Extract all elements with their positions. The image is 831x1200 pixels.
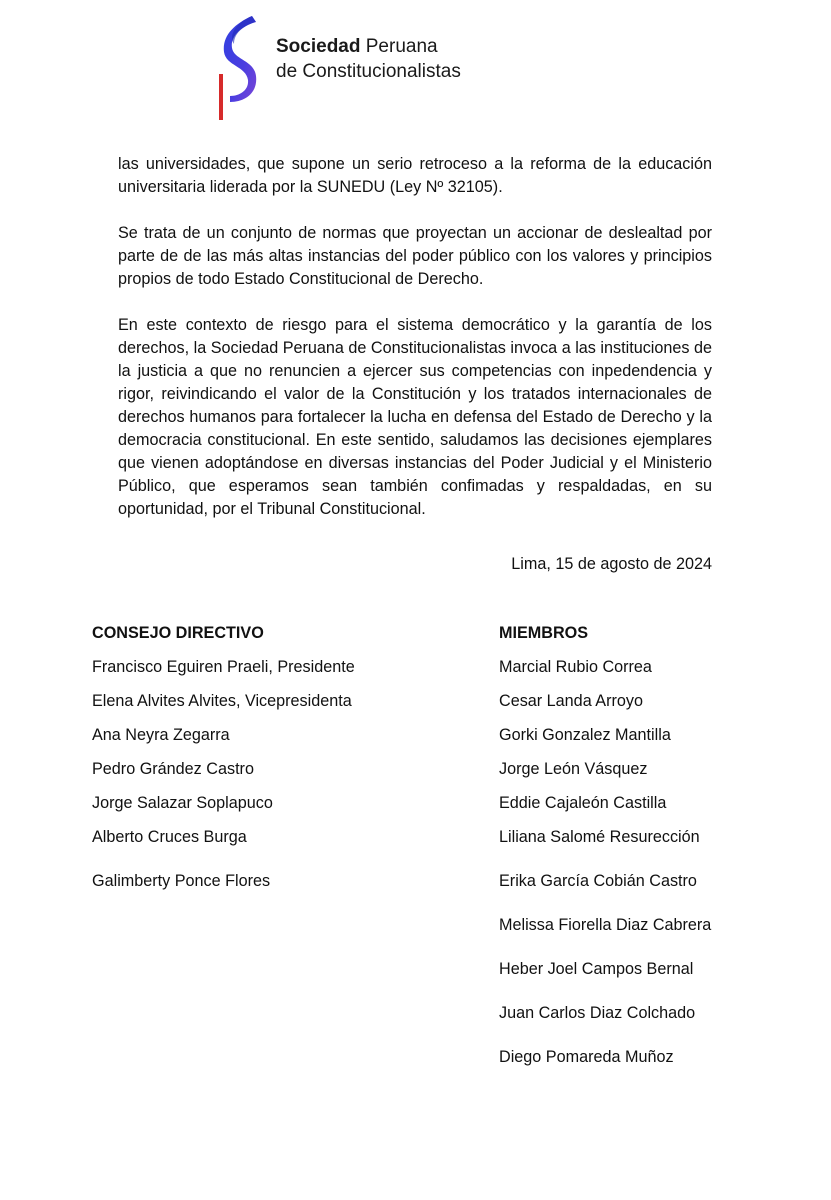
miembros-list [499,656,729,1068]
ribbon-s-logo-icon [212,14,264,120]
letter-date: Lima, 15 de agosto de 2024 [511,555,712,573]
consejo-directivo-list [92,656,432,892]
paragraph: En este contexto de riesgo para el sistema democrático y la garantía de los derechos, la Sociedad Peruana de Constitucionalistas invoca a las instituciones de la justicia a que no renuncien a ejercer sus competencias con inpedendencia y rigor, reivindicando el valor de la Constitución y los tratados internacionales de derechos humanos para fortalecer la lucha en defensa del Estado de Derecho y la democracia constitucional. En este sentido, saludamos las decisiones ejemplares que vienen adoptándose en diversas instancias del Poder Judicial y el Ministerio Público, que esperamos sean también confimadas y respaldadas, en su oportunidad, por el Tribunal Constitucional. [118,316,712,518]
list-item: Diego Pomareda Muñoz [499,1048,674,1066]
list-item: Gorki Gonzalez Mantilla [499,726,671,744]
paragraph: Se trata de un conjunto de normas que proyectan un accionar de deslealtad por parte de de las más altas instancias del poder público con los valores y principios propios de todo Estado Constitucional de Derecho. [118,224,712,288]
list-item: Juan Carlos Diaz Colchado [499,1004,696,1022]
list-item: Eddie Cajaleón Castilla [499,794,667,812]
list-item: Galimberty Ponce Flores [92,872,271,890]
org-name-bold: Sociedad [276,36,361,57]
list-item: Marcial Rubio Correa [499,658,652,676]
org-name-line2: de Constitucionalistas [276,61,461,82]
paragraph: las universidades, que supone un serio retroceso a la reforma de la educación universitaria liderada por la SUNEDU (Ley Nº 32105). [118,155,712,196]
list-item: Jorge Salazar Soplapuco [92,794,273,812]
organization-name [276,34,461,84]
consejo-directivo-section [92,622,432,904]
list-item: Francisco Eguiren Praeli, Presidente [92,658,355,676]
list-item: Elena Alvites Alvites, Vicepresidenta [92,692,352,710]
list-item: Cesar Landa Arroyo [499,692,643,710]
letter-body [118,153,712,544]
list-item: Liliana Salomé Resurección [499,828,700,846]
list-item: Pedro Grández Castro [92,760,254,778]
miembros-section [499,622,729,1080]
miembros-heading: MIEMBROS [499,624,589,642]
list-item: Erika García Cobián Castro [499,872,697,890]
consejo-directivo-heading: CONSEJO DIRECTIVO [92,624,264,642]
list-item: Jorge León Vásquez [499,760,648,778]
list-item: Heber Joel Campos Bernal [499,960,694,978]
list-item: Melissa Fiorella Diaz Cabrera [499,916,712,934]
list-item: Alberto Cruces Burga [92,828,247,846]
list-item: Ana Neyra Zegarra [92,726,230,744]
organization-logo [212,14,482,120]
org-name-rest: Peruana [360,36,438,57]
